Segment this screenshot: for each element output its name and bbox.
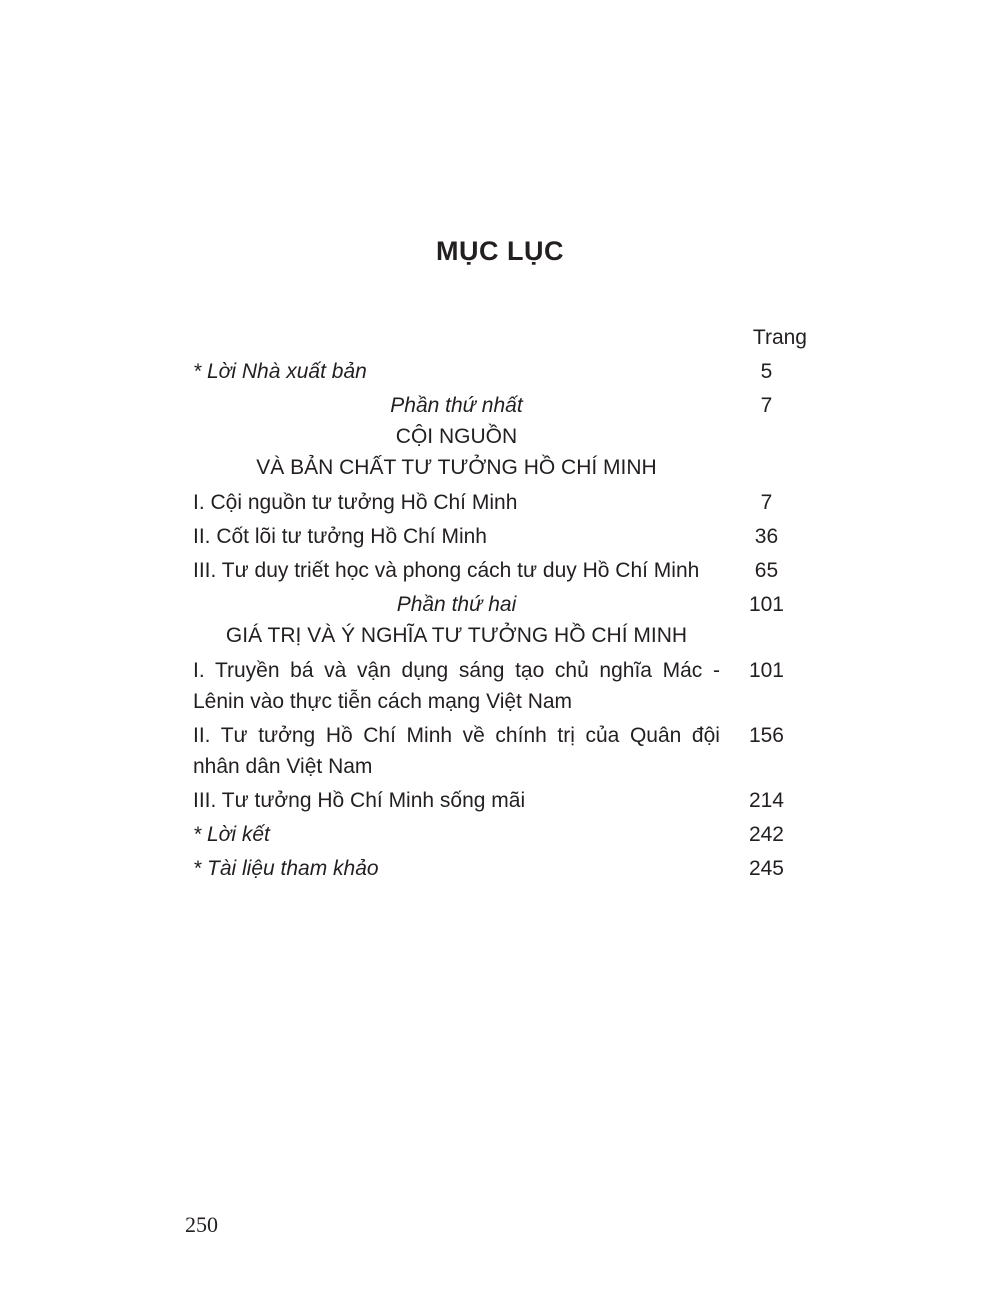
toc-entry-label: * Lời Nhà xuất bản — [193, 360, 367, 383]
toc-entry — [193, 785, 813, 816]
toc-entry-label: III. Tư tưởng Hồ Chí Minh sống mãi — [193, 789, 526, 812]
toc-entry — [193, 555, 813, 586]
toc-entry-label: * Tài liệu tham khảo — [193, 857, 379, 880]
toc-entry-label: II. Cốt lõi tư tưởng Hồ Chí Minh — [193, 525, 487, 548]
page-number: 250 — [185, 1212, 218, 1237]
page-title: MỤC LỤC — [436, 236, 564, 266]
page-column-label: Trang — [752, 326, 807, 349]
toc-entry — [193, 720, 813, 782]
toc-entry-label: II. Tư tưởng Hồ Chí Minh về chính trị của Quân đội nhân dân Việt Nam — [193, 724, 720, 778]
toc-part-label: Phần thứ hai — [396, 593, 517, 616]
toc-entry-page: 214 — [748, 789, 784, 812]
toc-entry-page: 36 — [754, 525, 779, 548]
toc-entry-page: 65 — [754, 559, 779, 582]
toc-entry — [193, 655, 813, 717]
toc-entry — [193, 853, 813, 884]
toc-part-title-line: GIÁ TRỊ VÀ Ý NGHĨA TƯ TƯỞNG HỒ CHÍ MINH — [225, 624, 688, 647]
toc-entry-page: 101 — [748, 659, 784, 682]
toc-part-heading — [193, 589, 813, 620]
toc-entry-page: 7 — [760, 394, 773, 417]
table-of-contents — [193, 322, 813, 884]
toc-header-row — [193, 322, 813, 353]
toc-entry — [193, 487, 813, 518]
toc-part-heading — [193, 390, 813, 421]
toc-part-title-line: VÀ BẢN CHẤT TƯ TƯỞNG HỒ CHÍ MINH — [256, 456, 657, 479]
toc-entry — [193, 819, 813, 850]
toc-entry — [193, 521, 813, 552]
toc-entry-label: * Lời kết — [193, 823, 270, 846]
toc-part-title — [193, 421, 813, 452]
toc-entry — [193, 356, 813, 387]
toc-entry-page: 5 — [760, 360, 773, 383]
toc-entry-page: 245 — [748, 857, 784, 880]
toc-entry-page: 101 — [748, 593, 784, 616]
toc-part-label: Phần thứ nhất — [390, 394, 523, 417]
toc-part-title-line: CỘI NGUỒN — [395, 425, 518, 448]
toc-part-title — [193, 620, 813, 651]
toc-entry-page: 7 — [760, 491, 773, 514]
toc-entry-label: III. Tư duy triết học và phong cách tư duy Hồ Chí Minh — [193, 559, 700, 582]
toc-entry-label: I. Truyền bá và vận dụng sáng tạo chủ nghĩa Mác - Lênin vào thực tiễn cách mạng Việt Nam — [193, 659, 720, 713]
toc-entry-label: I. Cội nguồn tư tưởng Hồ Chí Minh — [193, 491, 518, 514]
toc-entry-page: 156 — [748, 724, 784, 747]
toc-entry-page: 242 — [748, 823, 784, 846]
toc-part-title — [193, 452, 813, 483]
